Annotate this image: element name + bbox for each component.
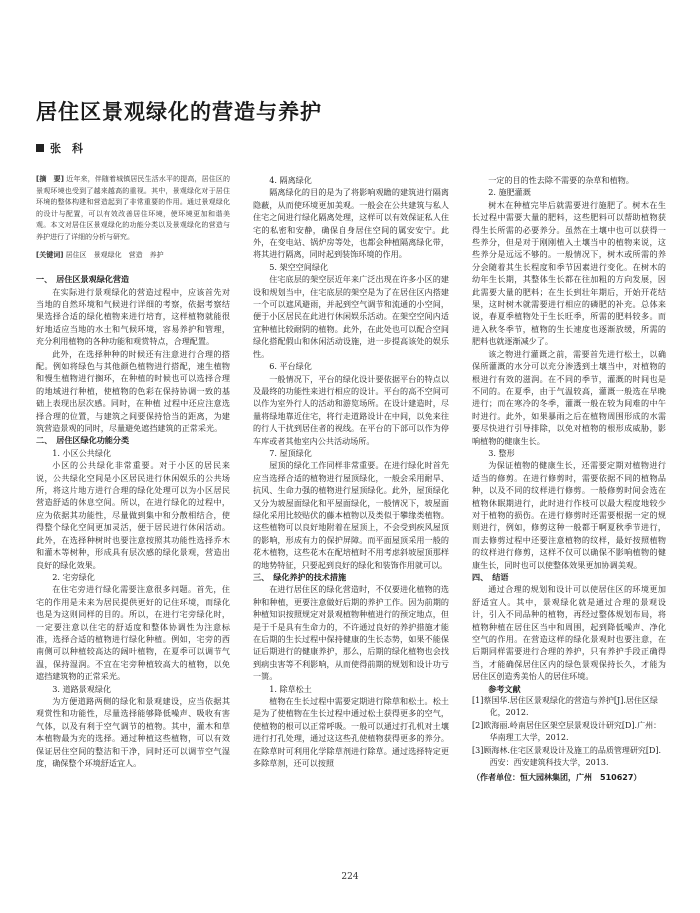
paragraph: 为保证植物的健康生长，还需要定期对植物进行适当的修剪。在进行修剪时，需要依据不同的植物品种，以及不同的纹样进行修剪。一般修剪时间会选在植物休眠期进行，此时进行作枝可以最大程度地较少对于植物的损伤。在进行修剪时还需要根据一定的规则进行，例如，修剪这种一般都于啊夏秋季节进行，而去修剪过程中还要注意植物的纹样，最好按照植物的纹样进行修剪，这样不仅可以确保不影响植物的健康生长，同时也可以使整体效果更加协调美观。 bbox=[472, 460, 666, 570]
paragraph: 一定的目的性去除不需要的杂草和植物。 bbox=[488, 175, 634, 185]
paragraph: 树木在种植完毕后就需要进行施肥了。树木在生长过程中需要大量的肥料，这些肥料可以帮助植物获得生长所需的必要养分。虽然在土壤中也可以获得一些养分，但是对于刚刚植入土壤当中的植物来说，这些养分是远远不够的。一般情况下，树木或所需的养分会随着其生长程度和季节因素进行变化。在树木的幼年生长期，其整体生长都在往加粗的方向发展，因此需要大量的肥料；在生长到壮年期后，开始开花结果，这时树木就需要进行相应的磷肥的补充。总体来说，春夏季植物处于生长旺季，所需的肥料较多。而进入秋冬季节，植物的生长速度也逐渐放缓，所需的肥料也就逐渐减少了。 bbox=[472, 199, 666, 347]
paragraph: 住宅底层的架空层近年来广泛出现在许多小区的建设和规划当中，住宅底层的架空是为了在居住区内搭建一个可以遮风避雨，并起到空气调节和流通的小空间，便于小区居民在此进行休闲娱乐活动。在架空空间内适宜种植比较耐阴的植物。此外，在此处也可以配合空间绿化搭配假山和休闲活动设施，进一步提高该处的娱乐性。 bbox=[253, 274, 449, 359]
subsection-heading: 3. 道路景观绿化 bbox=[52, 683, 112, 694]
section-heading: 一、 居住区景观绿化营造 bbox=[36, 274, 130, 285]
subsection-heading: 1. 除草松土 bbox=[269, 683, 312, 694]
paragraph: 隔离绿化的目的是为了将影响观瞻的建筑进行隔离隐蔽，从而使环境更加美观。一般会在公共建筑与私人住宅之间进行绿化隔离处理，这样可以有效保证私人住宅的私密和安静，确保自身居住空间的属安安宁。此外，在变电站、锅炉房等处，也都会种植隔离绿化带，将其进行隔离，同时起到装饰环境的作用。 bbox=[253, 187, 449, 260]
square-bullet-icon bbox=[36, 144, 44, 152]
paragraph: 为方便道路两侧的绿化和景观建设，应当依据其观赏性和功能性，尽量选择能够降低噪声、吸收有害气体，以及有利于空气调节的植物。其中，灌木和草本植物最为充的选择。通过种植这些植物，可以有效保证居住空间的整洁和干净，同时还可以调节空气湿度，确保整个环境舒适宜人。 bbox=[36, 695, 230, 768]
subsection-heading: 4. 隔离绿化 bbox=[269, 175, 312, 185]
abstract bbox=[36, 174, 230, 244]
paragraph: 小区的公共绿化非常重要。对于小区的居民来说，公共绿化空间是小区居民进行休闲娱乐的公共场所，将这片地方进行合理的绿化处理可以为小区居民营造舒适的休息空间。所以，在进行绿化的过程中，应为依据其功能性，尽量做到集中和分散相结合，使得整个绿化空间更加灵活，便于居民进行休闲活动。此外，在选择种树时也要注意按照其功能性选择乔木和灌木等树种，形成具有层次感的绿化景观，营造出良好的绿化效果。 bbox=[36, 460, 230, 570]
subsection-heading: 1. 小区公共绿化 bbox=[52, 447, 112, 458]
article-body bbox=[36, 174, 664, 858]
keywords bbox=[36, 250, 230, 262]
paragraph: 在住宅旁进行绿化需要注意很多问题。首先，住宅的作用是未来为居民提供更好的记住环境，而绿化也是为这则同样的目的。所以，在进行宅旁绿化时，一定要注意以住宅的舒适度和整体协调性为注意标准，选择合适的植物进行绿化种植。例如，宅旁的西南侧可以种植较高达的阔叶植物，在夏季可以调节气温，保持湿润。不宜在宅旁种植较高大的植物，以免遮挡建筑物的正常采光。 bbox=[36, 584, 230, 682]
subsection-heading: 3. 整形 bbox=[488, 447, 515, 458]
paragraph: 该之物进行灌溉之前，需要首先进行松土，以确保所灌溉的水分可以充分渗透到土壤当中，对植物的根进行有效的滋润。在不同的季节，灌溉的时间也是不同的。在夏季，由于气温较高，灌溉一般选在早晚进行；而在寒冷的冬季，灌溉一般在较为间难的中午时进行。此外，如果暴雨之后在植物周围形成的水需要尽快进行引导排除，以免对植物的根形成威胁，影响植物的健康生长。 bbox=[472, 348, 666, 446]
paragraph: 植物在生长过程中需要定期进行除草和松土。松土是为了使植物在生长过程中通过松土获得更多的空气，使植物的根可以正常呼吸。一般可以通过打孔机对土壤进行打孔处理，通过这这些孔使植物获得更多的养分。在除草时可利用化学除草剂进行除草。通过选择特定更多除草剂，还可以按照 bbox=[253, 696, 449, 769]
section-heading: 二、 居住区绿化功能分类 bbox=[36, 435, 130, 446]
abstract-text: 近年来，伴随着城镇居民生活水平的提高，居住区的景观环境也受到了越来越高的重视。其中，景观绿化对于居住环境的整体构建和营造起到了非常重要的作用。通过景观绿化的设计与配置，可以有效改善居住环境，使环境更加和谐美观。本文对居住区景观绿化的功能分类以及景观绿化的营造与养护进行了详细的分析与研究。 bbox=[36, 175, 230, 241]
author-affiliation: （作者单位：恒大园林集团，广州 510627） bbox=[472, 772, 642, 782]
section-heading: 三、 绿化养护的技术措施 bbox=[253, 572, 347, 582]
paragraph: 此外，在选择种种的时候还有注意进行合理的搭配。例如将绿色与其他颜色植物进行搭配，速生植物和慢生植物进行搁环，在种植的时候也可以选择合理的地域进行种植，使植物的色彩在保持协调一致的基础上表现出层次感。同时，在种植 过程中还应注意选择合理的位置，与建筑之间要保持恰当的距离，为建筑营造景观的同时，尽量避免遮挡建筑的正常采光。 bbox=[36, 348, 230, 434]
keywords-text: 居住区 景观绿化 营造 养护 bbox=[65, 250, 164, 259]
paragraph: 通过合理的规划和设计可以使居住区的环境更加舒适宜人。其中，景观绿化就是通过合理的景观设计，引入不同品种的植物，再经过整体规划布局，将植物种植在居住区当中和周围，起到降低噪声、净化空气的作用。在营造这样的绿化景观时也要注意，在后期同样需要进行合理的养护，只有养护手段正确得当，才能确保居住区内的绿色景观保持长久，才能为居住区创造秀美怡人的居住环境。 bbox=[472, 584, 666, 682]
reference-item: [3]顾海林.住宅区景观设计及施工的品质管理研究[D].西安：西安建筑科技大学，2013. bbox=[472, 745, 662, 768]
column-2 bbox=[253, 174, 449, 858]
subsection-heading: 2. 宅旁绿化 bbox=[52, 571, 95, 582]
column-3 bbox=[472, 174, 666, 858]
reference-item: [2]欧海丽.岭南居住区架空层景观设计研究[D].广州：华南理工大学，2012. bbox=[472, 720, 662, 743]
column-1 bbox=[36, 174, 230, 858]
paragraph: 屋顶的绿化工作同样非常重要。在进行绿化时首先应当选择合适的植物进行屋顶绿化，一般会采用耐旱、抗风、生命力强的植物进行屋顶绿化。此外，屋顶绿化又分为坡屋面绿化和平屋面绿化，一般情况下，坡屋面绿化采用比较贴伏的藤本植物以及类似于攀缘类植物。这些植物可以良好地附着在屋顶上，不会受到疾风屋顶的影响，形成有力的保护屏障。而平面屋顶采用一般的花木植物，这些花木在配培植时不用考虑斜坡屋顶那样的地势特征，只要起到良好的绿化和装饰作用就可以。 bbox=[253, 460, 449, 570]
author-line bbox=[36, 140, 83, 156]
subsection-heading: 6. 平台绿化 bbox=[269, 361, 312, 372]
section-heading: 四、 结语 bbox=[472, 572, 509, 582]
reference-item: [1]蔡国华.居住区景观绿化的营造与养护[J].居住区绿化，2012. bbox=[472, 696, 658, 718]
author-name: 张 科 bbox=[50, 142, 83, 155]
paragraph: 在实际进行景观绿化的营造过程中，应该首先对当地的自然环境和气候进行详细的考察，依据考察结果选择合适的绿化植物来进行培育，这样植物就能很好地适应当地的水土和气候环境，容易养护和管理，充分利用植物的各种功能和观赏特点，合理配置。 bbox=[36, 286, 230, 347]
article-title: 居住区景观绿化的营造与养护 bbox=[36, 100, 322, 124]
paragraph: 一般情况下，平台的绿化设计要依据平台的特点以及最终的功能性来进行相应的设计。平台的高不空间可以作为室外行人的活动和游览场所。在设计建造时，尽量将绿地靠近住宅，将行走道路设计在中间，以免来往的行人干扰到居住者的视线。在平台的下部可以作为停车库或者其他室内公共活动场所。 bbox=[253, 373, 449, 446]
subsection-heading: 5. 架空空间绿化 bbox=[269, 261, 329, 272]
abstract-label: [摘 要] bbox=[36, 175, 64, 183]
paragraph: 在进行居住区的绿化营造时，不仅要进化植物的选种和种植，更要注意做好后期的养护工作。因为前期的种植知识按照规定对景观植物种植进行的预定地点，但是于千是具有生命力的，不许通过良好的养护措施才能在后期的生长过程中保持健康的生长态势，如果不能保证后期进行的健康养护，那么，后期的绿化植物也会找到病虫害等不利影响，从而使得前期的规划和设计功亏一篑。 bbox=[253, 584, 449, 682]
subsection-heading: 7. 屋顶绿化 bbox=[269, 447, 312, 458]
subsection-heading: 2. 施肥灌溉 bbox=[488, 187, 531, 198]
keywords-label: [关键词] bbox=[36, 250, 64, 259]
page-number: 224 bbox=[341, 872, 359, 882]
references-heading: 参考文献 bbox=[488, 683, 521, 694]
